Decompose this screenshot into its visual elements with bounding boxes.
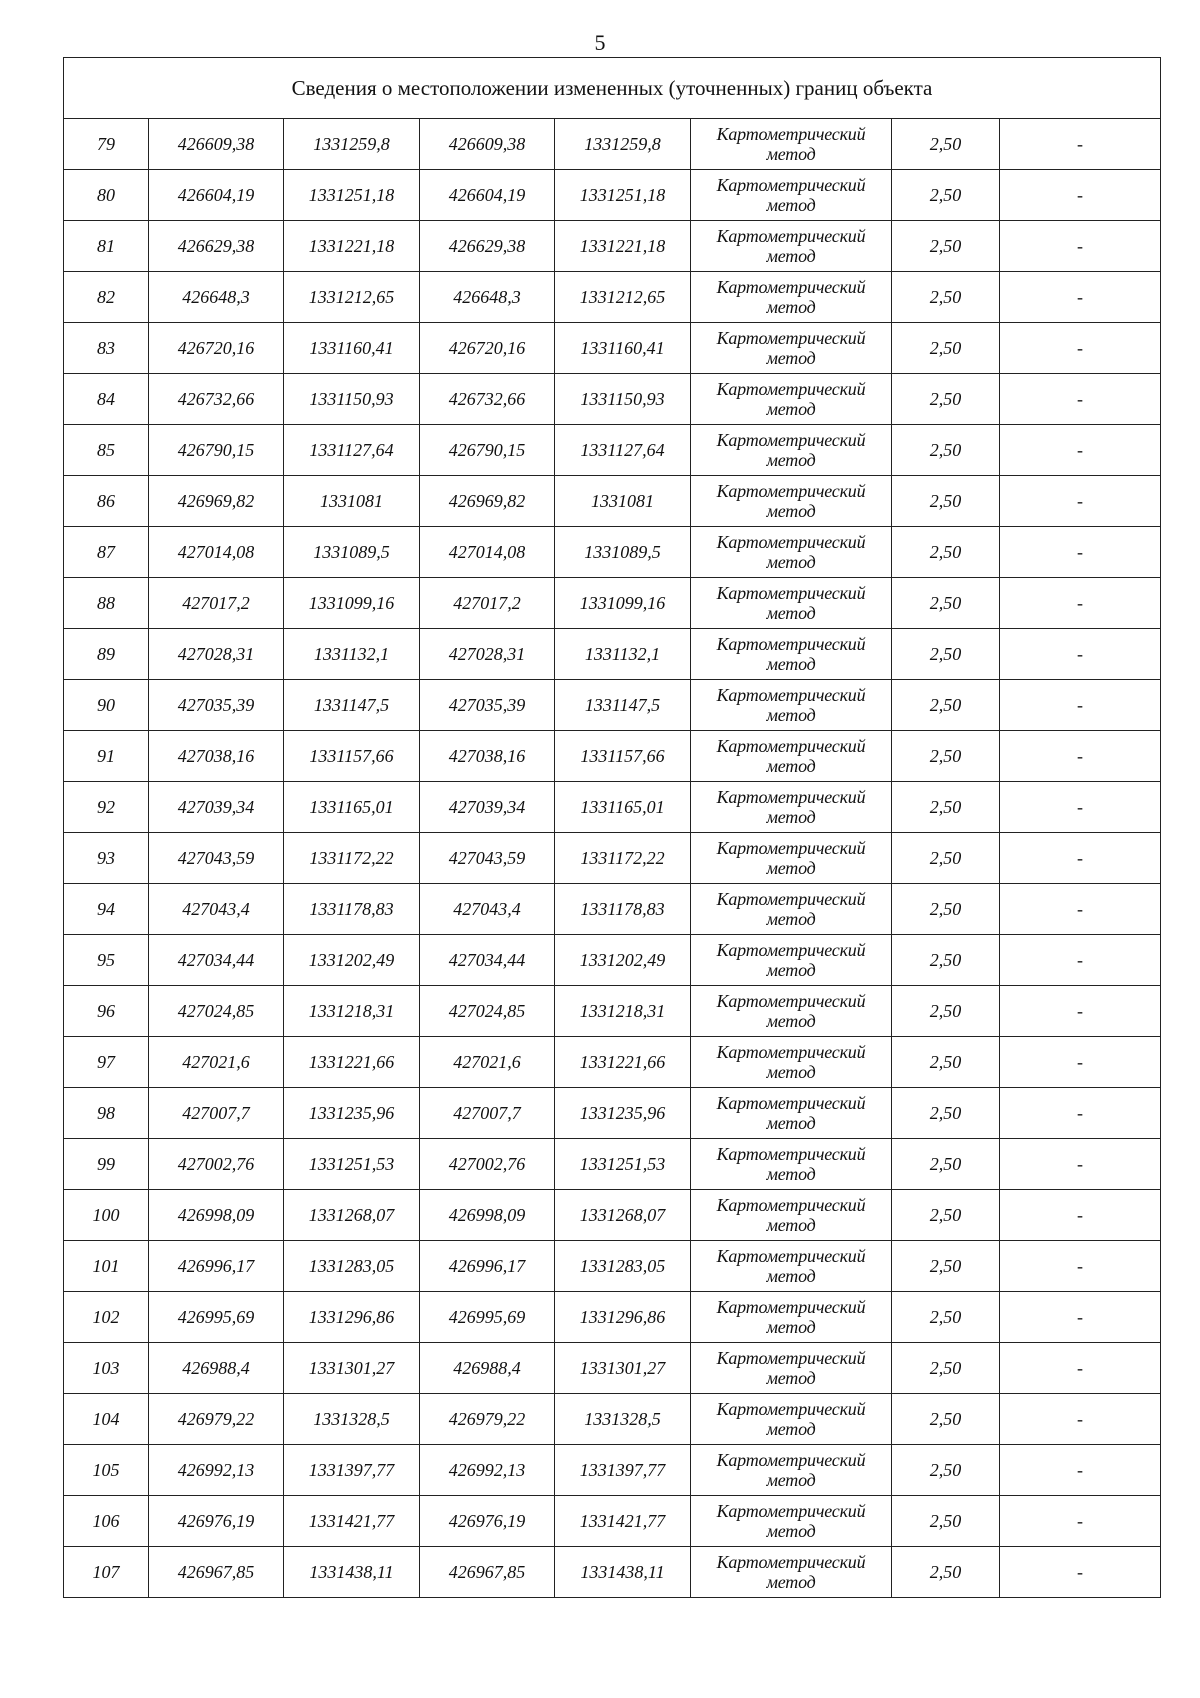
existing-y-cell: 1331165,01 [284, 782, 420, 833]
existing-y-cell: 1331160,41 [284, 323, 420, 374]
method-cell: Картометрический метод [691, 476, 892, 527]
note-cell: - [1000, 629, 1161, 680]
note-cell: - [1000, 1292, 1161, 1343]
note-cell: - [1000, 323, 1161, 374]
method-cell: Картометрический метод [691, 170, 892, 221]
existing-x-cell: 426790,15 [149, 425, 284, 476]
table-row [64, 1190, 1161, 1241]
boundary-coordinates-table [63, 57, 1161, 1598]
existing-x-cell: 427043,4 [149, 884, 284, 935]
table-row [64, 1445, 1161, 1496]
refined-y-cell: 1331438,11 [555, 1547, 691, 1598]
refined-x-cell: 427038,16 [420, 731, 555, 782]
refined-x-cell: 426790,15 [420, 425, 555, 476]
note-cell: - [1000, 833, 1161, 884]
existing-y-cell: 1331172,22 [284, 833, 420, 884]
note-cell: - [1000, 527, 1161, 578]
existing-x-cell: 426988,4 [149, 1343, 284, 1394]
existing-y-cell: 1331099,16 [284, 578, 420, 629]
point-number-cell: 90 [64, 680, 149, 731]
note-cell: - [1000, 986, 1161, 1037]
existing-x-cell: 427002,76 [149, 1139, 284, 1190]
note-cell: - [1000, 1343, 1161, 1394]
existing-x-cell: 427021,6 [149, 1037, 284, 1088]
method-cell: Картометрический метод [691, 935, 892, 986]
refined-x-cell: 427043,59 [420, 833, 555, 884]
note-cell: - [1000, 782, 1161, 833]
note-cell: - [1000, 578, 1161, 629]
note-cell: - [1000, 1445, 1161, 1496]
table-body [64, 119, 1161, 1598]
method-cell: Картометрический метод [691, 1343, 892, 1394]
table-row [64, 731, 1161, 782]
note-cell: - [1000, 425, 1161, 476]
refined-y-cell: 1331268,07 [555, 1190, 691, 1241]
accuracy-cell: 2,50 [892, 1343, 1000, 1394]
existing-y-cell: 1331438,11 [284, 1547, 420, 1598]
refined-y-cell: 1331150,93 [555, 374, 691, 425]
table-row [64, 323, 1161, 374]
method-cell: Картометрический метод [691, 731, 892, 782]
accuracy-cell: 2,50 [892, 1547, 1000, 1598]
existing-x-cell: 426969,82 [149, 476, 284, 527]
method-cell: Картометрический метод [691, 833, 892, 884]
note-cell: - [1000, 476, 1161, 527]
refined-x-cell: 427028,31 [420, 629, 555, 680]
method-cell: Картометрический метод [691, 578, 892, 629]
accuracy-cell: 2,50 [892, 1139, 1000, 1190]
refined-y-cell: 1331421,77 [555, 1496, 691, 1547]
accuracy-cell: 2,50 [892, 527, 1000, 578]
existing-y-cell: 1331259,8 [284, 119, 420, 170]
existing-x-cell: 426996,17 [149, 1241, 284, 1292]
existing-x-cell: 427024,85 [149, 986, 284, 1037]
point-number-cell: 83 [64, 323, 149, 374]
table-row [64, 935, 1161, 986]
point-number-cell: 107 [64, 1547, 149, 1598]
existing-x-cell: 426609,38 [149, 119, 284, 170]
accuracy-cell: 2,50 [892, 476, 1000, 527]
refined-x-cell: 427021,6 [420, 1037, 555, 1088]
method-cell: Картометрический метод [691, 884, 892, 935]
method-cell: Картометрический метод [691, 1496, 892, 1547]
accuracy-cell: 2,50 [892, 1037, 1000, 1088]
existing-x-cell: 426976,19 [149, 1496, 284, 1547]
refined-y-cell: 1331259,8 [555, 119, 691, 170]
existing-y-cell: 1331081 [284, 476, 420, 527]
point-number-cell: 80 [64, 170, 149, 221]
accuracy-cell: 2,50 [892, 629, 1000, 680]
method-cell: Картометрический метод [691, 1241, 892, 1292]
existing-x-cell: 426732,66 [149, 374, 284, 425]
accuracy-cell: 2,50 [892, 425, 1000, 476]
table-row [64, 527, 1161, 578]
refined-x-cell: 426720,16 [420, 323, 555, 374]
point-number-cell: 98 [64, 1088, 149, 1139]
note-cell: - [1000, 1394, 1161, 1445]
refined-x-cell: 426629,38 [420, 221, 555, 272]
refined-x-cell: 426609,38 [420, 119, 555, 170]
method-cell: Картометрический метод [691, 1190, 892, 1241]
method-cell: Картометрический метод [691, 221, 892, 272]
point-number-cell: 79 [64, 119, 149, 170]
refined-y-cell: 1331202,49 [555, 935, 691, 986]
table-row [64, 374, 1161, 425]
existing-x-cell: 427039,34 [149, 782, 284, 833]
existing-y-cell: 1331397,77 [284, 1445, 420, 1496]
point-number-cell: 106 [64, 1496, 149, 1547]
existing-y-cell: 1331268,07 [284, 1190, 420, 1241]
refined-y-cell: 1331160,41 [555, 323, 691, 374]
method-cell: Картометрический метод [691, 272, 892, 323]
point-number-cell: 97 [64, 1037, 149, 1088]
refined-y-cell: 1331089,5 [555, 527, 691, 578]
refined-x-cell: 427035,39 [420, 680, 555, 731]
method-cell: Картометрический метод [691, 1292, 892, 1343]
existing-x-cell: 427034,44 [149, 935, 284, 986]
accuracy-cell: 2,50 [892, 833, 1000, 884]
method-cell: Картометрический метод [691, 425, 892, 476]
refined-x-cell: 426992,13 [420, 1445, 555, 1496]
refined-y-cell: 1331296,86 [555, 1292, 691, 1343]
table-row [64, 578, 1161, 629]
accuracy-cell: 2,50 [892, 782, 1000, 833]
refined-x-cell: 426988,4 [420, 1343, 555, 1394]
point-number-cell: 93 [64, 833, 149, 884]
existing-y-cell: 1331221,66 [284, 1037, 420, 1088]
refined-y-cell: 1331221,66 [555, 1037, 691, 1088]
refined-y-cell: 1331132,1 [555, 629, 691, 680]
note-cell: - [1000, 374, 1161, 425]
refined-y-cell: 1331178,83 [555, 884, 691, 935]
accuracy-cell: 2,50 [892, 1445, 1000, 1496]
refined-y-cell: 1331172,22 [555, 833, 691, 884]
note-cell: - [1000, 272, 1161, 323]
refined-x-cell: 427002,76 [420, 1139, 555, 1190]
accuracy-cell: 2,50 [892, 578, 1000, 629]
refined-x-cell: 426967,85 [420, 1547, 555, 1598]
accuracy-cell: 2,50 [892, 1394, 1000, 1445]
existing-y-cell: 1331235,96 [284, 1088, 420, 1139]
note-cell: - [1000, 221, 1161, 272]
refined-y-cell: 1331081 [555, 476, 691, 527]
existing-y-cell: 1331218,31 [284, 986, 420, 1037]
point-number-cell: 94 [64, 884, 149, 935]
accuracy-cell: 2,50 [892, 221, 1000, 272]
method-cell: Картометрический метод [691, 1394, 892, 1445]
accuracy-cell: 2,50 [892, 1190, 1000, 1241]
point-number-cell: 88 [64, 578, 149, 629]
existing-y-cell: 1331221,18 [284, 221, 420, 272]
existing-x-cell: 426629,38 [149, 221, 284, 272]
point-number-cell: 89 [64, 629, 149, 680]
table-row [64, 884, 1161, 935]
note-cell: - [1000, 1547, 1161, 1598]
note-cell: - [1000, 884, 1161, 935]
existing-y-cell: 1331089,5 [284, 527, 420, 578]
existing-x-cell: 427035,39 [149, 680, 284, 731]
existing-x-cell: 426720,16 [149, 323, 284, 374]
existing-y-cell: 1331157,66 [284, 731, 420, 782]
existing-y-cell: 1331251,18 [284, 170, 420, 221]
point-number-cell: 86 [64, 476, 149, 527]
note-cell: - [1000, 935, 1161, 986]
existing-y-cell: 1331127,64 [284, 425, 420, 476]
refined-y-cell: 1331157,66 [555, 731, 691, 782]
method-cell: Картометрический метод [691, 527, 892, 578]
existing-x-cell: 427038,16 [149, 731, 284, 782]
accuracy-cell: 2,50 [892, 1241, 1000, 1292]
accuracy-cell: 2,50 [892, 272, 1000, 323]
note-cell: - [1000, 1088, 1161, 1139]
table-row [64, 1343, 1161, 1394]
refined-x-cell: 426979,22 [420, 1394, 555, 1445]
point-number-cell: 91 [64, 731, 149, 782]
refined-x-cell: 426998,09 [420, 1190, 555, 1241]
existing-x-cell: 426995,69 [149, 1292, 284, 1343]
method-cell: Картометрический метод [691, 1139, 892, 1190]
method-cell: Картометрический метод [691, 323, 892, 374]
note-cell: - [1000, 1139, 1161, 1190]
refined-x-cell: 426976,19 [420, 1496, 555, 1547]
refined-x-cell: 427039,34 [420, 782, 555, 833]
refined-x-cell: 426732,66 [420, 374, 555, 425]
refined-y-cell: 1331235,96 [555, 1088, 691, 1139]
refined-x-cell: 427024,85 [420, 986, 555, 1037]
point-number-cell: 103 [64, 1343, 149, 1394]
existing-x-cell: 427017,2 [149, 578, 284, 629]
note-cell: - [1000, 680, 1161, 731]
refined-y-cell: 1331328,5 [555, 1394, 691, 1445]
point-number-cell: 85 [64, 425, 149, 476]
accuracy-cell: 2,50 [892, 374, 1000, 425]
page-number: 5 [594, 30, 606, 55]
refined-x-cell: 427007,7 [420, 1088, 555, 1139]
existing-x-cell: 426604,19 [149, 170, 284, 221]
existing-x-cell: 426648,3 [149, 272, 284, 323]
method-cell: Картометрический метод [691, 629, 892, 680]
refined-x-cell: 426995,69 [420, 1292, 555, 1343]
method-cell: Картометрический метод [691, 374, 892, 425]
accuracy-cell: 2,50 [892, 986, 1000, 1037]
note-cell: - [1000, 119, 1161, 170]
refined-x-cell: 427043,4 [420, 884, 555, 935]
existing-y-cell: 1331202,49 [284, 935, 420, 986]
point-number-cell: 101 [64, 1241, 149, 1292]
existing-x-cell: 426967,85 [149, 1547, 284, 1598]
table-row [64, 1496, 1161, 1547]
table-row [64, 119, 1161, 170]
point-number-cell: 95 [64, 935, 149, 986]
refined-y-cell: 1331251,18 [555, 170, 691, 221]
existing-y-cell: 1331178,83 [284, 884, 420, 935]
refined-y-cell: 1331212,65 [555, 272, 691, 323]
table-row [64, 170, 1161, 221]
existing-x-cell: 426998,09 [149, 1190, 284, 1241]
existing-y-cell: 1331283,05 [284, 1241, 420, 1292]
existing-x-cell: 427028,31 [149, 629, 284, 680]
accuracy-cell: 2,50 [892, 1088, 1000, 1139]
table-row [64, 1292, 1161, 1343]
refined-x-cell: 426604,19 [420, 170, 555, 221]
existing-y-cell: 1331132,1 [284, 629, 420, 680]
existing-x-cell: 427014,08 [149, 527, 284, 578]
point-number-cell: 92 [64, 782, 149, 833]
method-cell: Картометрический метод [691, 986, 892, 1037]
table-row [64, 1547, 1161, 1598]
point-number-cell: 81 [64, 221, 149, 272]
method-cell: Картометрический метод [691, 782, 892, 833]
refined-x-cell: 427034,44 [420, 935, 555, 986]
table-row [64, 425, 1161, 476]
point-number-cell: 102 [64, 1292, 149, 1343]
point-number-cell: 105 [64, 1445, 149, 1496]
table-row [64, 272, 1161, 323]
point-number-cell: 87 [64, 527, 149, 578]
point-number-cell: 104 [64, 1394, 149, 1445]
table-row [64, 1241, 1161, 1292]
refined-y-cell: 1331283,05 [555, 1241, 691, 1292]
table-row [64, 833, 1161, 884]
method-cell: Картометрический метод [691, 680, 892, 731]
table-row [64, 782, 1161, 833]
note-cell: - [1000, 731, 1161, 782]
table-row [64, 1139, 1161, 1190]
note-cell: - [1000, 1241, 1161, 1292]
accuracy-cell: 2,50 [892, 935, 1000, 986]
note-cell: - [1000, 170, 1161, 221]
table-row [64, 986, 1161, 1037]
existing-y-cell: 1331251,53 [284, 1139, 420, 1190]
point-number-cell: 96 [64, 986, 149, 1037]
refined-y-cell: 1331165,01 [555, 782, 691, 833]
refined-x-cell: 427017,2 [420, 578, 555, 629]
existing-x-cell: 426979,22 [149, 1394, 284, 1445]
existing-x-cell: 427043,59 [149, 833, 284, 884]
table-row [64, 629, 1161, 680]
refined-x-cell: 426996,17 [420, 1241, 555, 1292]
accuracy-cell: 2,50 [892, 884, 1000, 935]
refined-x-cell: 426969,82 [420, 476, 555, 527]
existing-y-cell: 1331301,27 [284, 1343, 420, 1394]
existing-x-cell: 427007,7 [149, 1088, 284, 1139]
point-number-cell: 84 [64, 374, 149, 425]
accuracy-cell: 2,50 [892, 119, 1000, 170]
point-number-cell: 99 [64, 1139, 149, 1190]
method-cell: Картометрический метод [691, 1445, 892, 1496]
existing-y-cell: 1331147,5 [284, 680, 420, 731]
table-title: Сведения о местоположении измененных (уточненных) границ объекта [64, 58, 1161, 119]
note-cell: - [1000, 1496, 1161, 1547]
table-row [64, 1037, 1161, 1088]
existing-y-cell: 1331421,77 [284, 1496, 420, 1547]
existing-y-cell: 1331212,65 [284, 272, 420, 323]
table-title-row [64, 58, 1161, 119]
note-cell: - [1000, 1037, 1161, 1088]
method-cell: Картометрический метод [691, 1037, 892, 1088]
refined-y-cell: 1331099,16 [555, 578, 691, 629]
method-cell: Картометрический метод [691, 119, 892, 170]
refined-y-cell: 1331218,31 [555, 986, 691, 1037]
refined-y-cell: 1331251,53 [555, 1139, 691, 1190]
table-row [64, 221, 1161, 272]
table-row [64, 1088, 1161, 1139]
accuracy-cell: 2,50 [892, 323, 1000, 374]
accuracy-cell: 2,50 [892, 680, 1000, 731]
accuracy-cell: 2,50 [892, 1496, 1000, 1547]
refined-y-cell: 1331127,64 [555, 425, 691, 476]
existing-y-cell: 1331150,93 [284, 374, 420, 425]
existing-x-cell: 426992,13 [149, 1445, 284, 1496]
refined-y-cell: 1331147,5 [555, 680, 691, 731]
refined-y-cell: 1331397,77 [555, 1445, 691, 1496]
existing-y-cell: 1331328,5 [284, 1394, 420, 1445]
point-number-cell: 82 [64, 272, 149, 323]
method-cell: Картометрический метод [691, 1547, 892, 1598]
accuracy-cell: 2,50 [892, 170, 1000, 221]
table-row [64, 1394, 1161, 1445]
accuracy-cell: 2,50 [892, 1292, 1000, 1343]
refined-x-cell: 427014,08 [420, 527, 555, 578]
refined-x-cell: 426648,3 [420, 272, 555, 323]
existing-y-cell: 1331296,86 [284, 1292, 420, 1343]
method-cell: Картометрический метод [691, 1088, 892, 1139]
refined-y-cell: 1331301,27 [555, 1343, 691, 1394]
point-number-cell: 100 [64, 1190, 149, 1241]
table-row [64, 476, 1161, 527]
refined-y-cell: 1331221,18 [555, 221, 691, 272]
note-cell: - [1000, 1190, 1161, 1241]
accuracy-cell: 2,50 [892, 731, 1000, 782]
table-row [64, 680, 1161, 731]
